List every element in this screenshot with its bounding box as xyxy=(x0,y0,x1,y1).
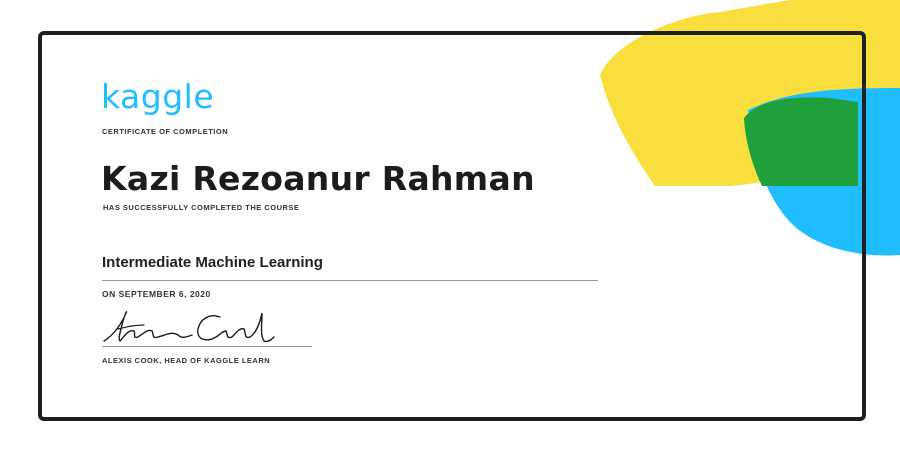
completion-statement: HAS SUCCESSFULLY COMPLETED THE COURSE xyxy=(103,203,300,212)
certificate-eyebrow: CERTIFICATE OF COMPLETION xyxy=(102,127,229,136)
signature-image xyxy=(100,305,280,349)
signature-divider xyxy=(102,346,312,347)
kaggle-logo: kaggle xyxy=(101,77,215,116)
course-name: Intermediate Machine Learning xyxy=(102,254,323,271)
completion-date: ON SEPTEMBER 6, 2020 xyxy=(102,289,211,299)
recipient-name: Kazi Rezoanur Rahman xyxy=(101,159,535,198)
signer-caption: ALEXIS COOK, HEAD OF KAGGLE LEARN xyxy=(102,356,271,365)
course-divider xyxy=(102,280,598,281)
